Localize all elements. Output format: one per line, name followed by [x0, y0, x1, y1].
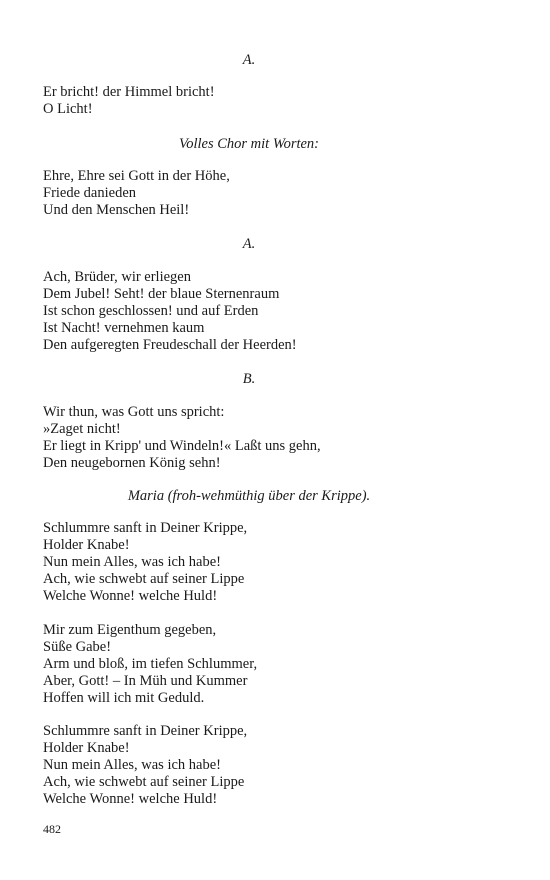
page-number: 482: [43, 822, 61, 836]
verse-line: Hoffen will ich mit Geduld.: [43, 690, 205, 706]
stanza-3: [43, 269, 513, 354]
speaker-heading-a: A.: [242, 52, 256, 68]
verse-line: Er liegt in Kripp' und Windeln!« Laßt uns gehn,: [43, 438, 321, 454]
stanza-2: [43, 168, 513, 219]
stanza-4: [43, 404, 513, 472]
verse-line: Süße Gabe!: [43, 639, 112, 655]
verse-line: Ach, wie schwebt auf seiner Lippe: [43, 571, 245, 587]
verse-line: Schlummre sanft in Deiner Krippe,: [43, 520, 248, 536]
verse-line: Ach, Brüder, wir erliegen: [43, 269, 191, 285]
verse-line: Ach, wie schwebt auf seiner Lippe: [43, 774, 245, 790]
verse-line: »Zaget nicht!: [43, 421, 121, 437]
verse-line: Holder Knabe!: [43, 537, 130, 553]
verse-line: Nun mein Alles, was ich habe!: [43, 554, 221, 570]
stanza-5: [43, 520, 513, 605]
verse-line: Nun mein Alles, was ich habe!: [43, 757, 221, 773]
verse-line: Friede danieden: [43, 185, 137, 201]
verse-line: Den neugebornen König sehn!: [43, 455, 221, 471]
stanza-7: [43, 723, 513, 808]
verse-line: Dem Jubel! Seht! der blaue Sternenraum: [43, 286, 280, 302]
verse-line: Schlummre sanft in Deiner Krippe,: [43, 723, 248, 739]
verse-line: Holder Knabe!: [43, 740, 130, 756]
verse-line: Den aufgeregten Freudeschall der Heerden!: [43, 337, 297, 353]
verse-line: Und den Menschen Heil!: [43, 202, 190, 218]
maria-heading: Maria (froh-wehmüthig über der Krippe).: [127, 488, 371, 504]
stanza-1: [43, 84, 513, 118]
verse-line: Mir zum Eigenthum gegeben,: [43, 622, 217, 638]
verse-line: Ehre, Ehre sei Gott in der Höhe,: [43, 168, 230, 184]
verse-line: Er bricht! der Himmel bricht!: [43, 84, 215, 100]
verse-line: Welche Wonne! welche Huld!: [43, 588, 218, 604]
stanza-6: [43, 622, 513, 707]
speaker-heading-b: B.: [242, 371, 256, 387]
verse-line: Ist Nacht! vernehmen kaum: [43, 320, 205, 336]
verse-line: Arm und bloß, im tiefen Schlummer,: [43, 656, 258, 672]
verse-line: Aber, Gott! – In Müh und Kummer: [43, 673, 248, 689]
choir-heading: Volles Chor mit Worten:: [178, 136, 320, 152]
verse-line: O Licht!: [43, 101, 93, 117]
verse-line: Wir thun, was Gott uns spricht:: [43, 404, 225, 420]
verse-line: Ist schon geschlossen! und auf Erden: [43, 303, 259, 319]
verse-line: Welche Wonne! welche Huld!: [43, 791, 218, 807]
speaker-heading-a-2: A.: [242, 236, 256, 252]
